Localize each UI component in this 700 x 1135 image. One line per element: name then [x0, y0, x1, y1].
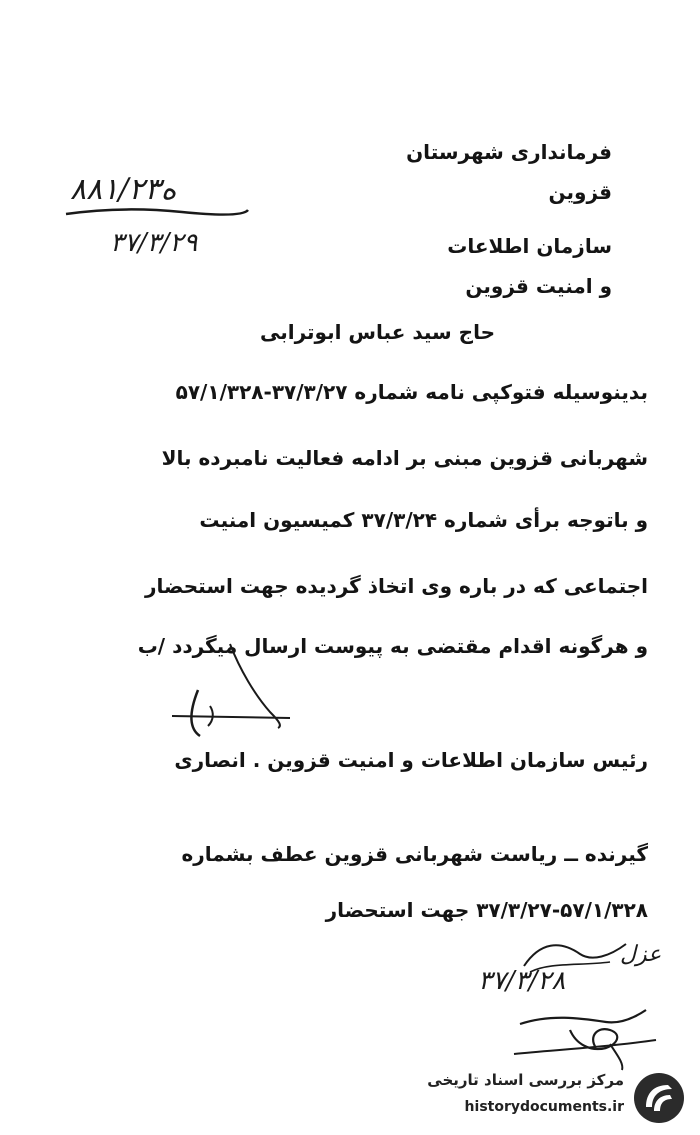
recipient-line-2: قزوین — [548, 180, 612, 204]
bottom-signature-scribble — [510, 1004, 660, 1074]
recipient-line-1: فرمانداری شهرستان — [406, 140, 612, 164]
body-line-4: اجتماعی که در باره وی اتخاذ گردیده جهت استحضار — [145, 574, 648, 598]
handwritten-bottom-date: ۳۷/۳/۲۸ — [478, 966, 566, 996]
watermark-org-name: مرکز بررسی اسناد تاریخی — [427, 1071, 624, 1089]
handwritten-reference-date: ۳۷/۳/۲۹ — [110, 228, 198, 258]
body-line-3: و باتوجه برأی شماره ۳۷/۳/۲۴ کمیسیون امنیت — [199, 508, 648, 532]
subject-person: حاج سید عباس ابوترابی — [260, 320, 495, 344]
archive-watermark — [402, 1069, 692, 1129]
signature-scribble — [170, 640, 310, 740]
cc-line-2: ۳۷/۳/۲۷-۵۷/۱/۳۲۸ جهت استحضار — [325, 898, 648, 922]
body-line-5: و هرگونه اقدام مقتضی به پیوست ارسال میگردد /ب — [137, 634, 648, 658]
handwritten-reference-number: ۸۸۱/۲۳ه — [70, 172, 177, 207]
signature-line: رئیس سازمان اطلاعات و امنیت قزوین . انصاری — [174, 748, 648, 772]
body-line-2: شهربانی قزوین مبنی بر ادامه فعالیت نامبرده بالا — [161, 446, 648, 470]
recipient-line-4: و امنیت قزوین — [465, 274, 612, 298]
handwritten-bottom-note: عزل — [620, 942, 662, 967]
archive-logo-icon — [632, 1071, 686, 1125]
cc-line-1: گیرنده ــ ریاست شهربانی قزوین عطف بشماره — [181, 842, 648, 866]
body-line-1: بدینوسیله فتوکپی نامه شماره ۳۷/۳/۲۷-۵۷/۱/۳۲۸ — [175, 380, 648, 404]
reference-underline — [62, 204, 252, 224]
watermark-url: historydocuments.ir — [464, 1099, 624, 1115]
recipient-line-3: سازمان اطلاعات — [447, 234, 612, 258]
